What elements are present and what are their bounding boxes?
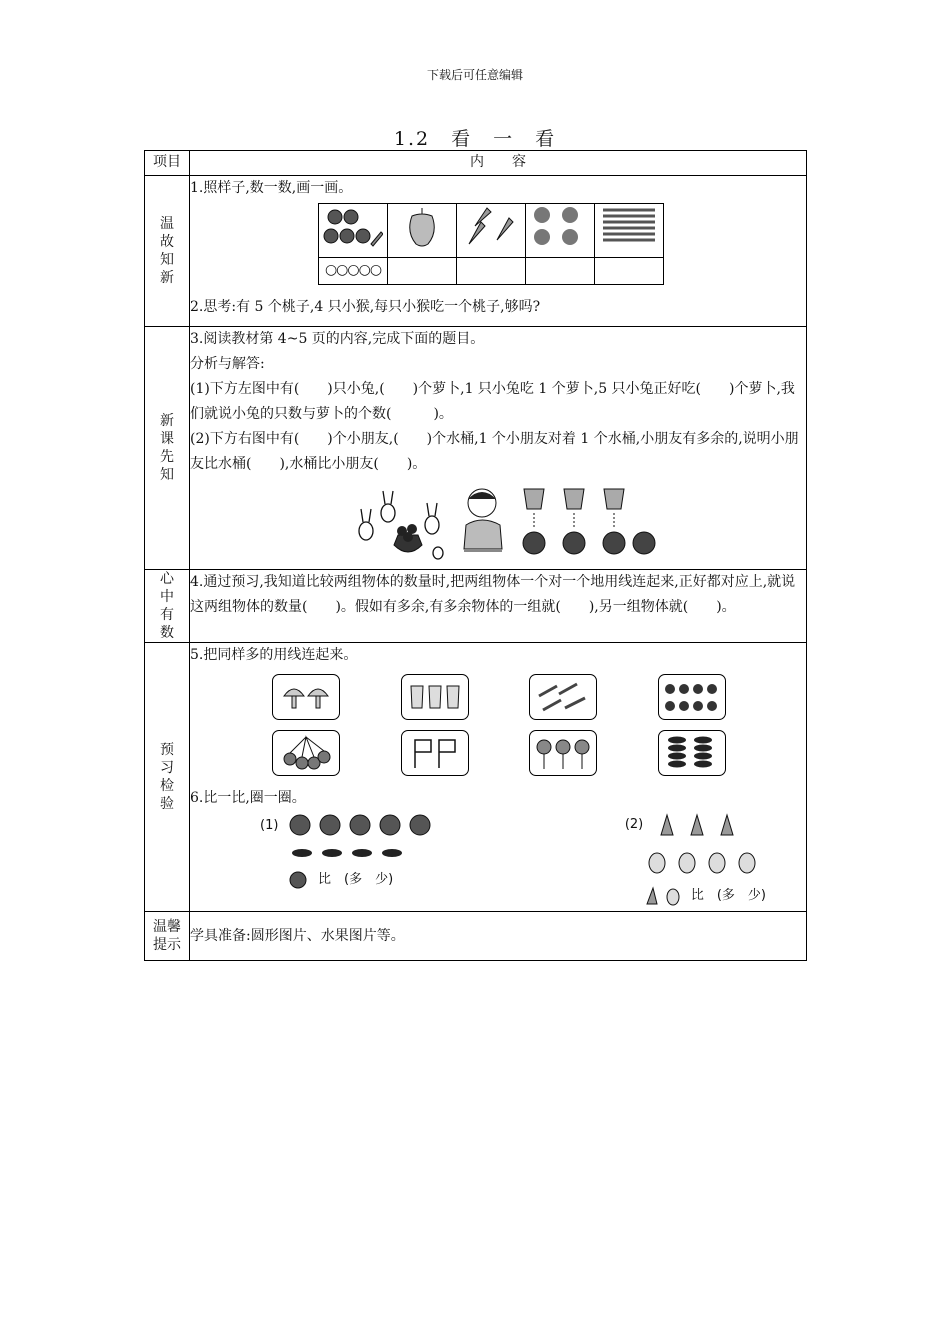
compare-1-number: (1) bbox=[260, 817, 279, 833]
rabbits-carrots-icon bbox=[354, 485, 450, 561]
tomato-icon bbox=[323, 204, 383, 248]
tomato-cell bbox=[319, 204, 388, 258]
cherry-icon bbox=[280, 735, 332, 771]
sample-circles: ○○○○○ bbox=[319, 258, 388, 285]
row-preview bbox=[145, 327, 807, 570]
pepper-icon bbox=[402, 204, 442, 248]
carrot-cell bbox=[457, 204, 526, 258]
compare-area bbox=[190, 811, 806, 908]
row-check bbox=[145, 643, 807, 912]
row-review bbox=[145, 176, 807, 327]
cup-card[interactable] bbox=[401, 674, 469, 720]
rabbit-icon bbox=[662, 680, 722, 714]
col-header-content: 内 容 bbox=[190, 151, 807, 176]
squirrel-icon bbox=[288, 811, 438, 839]
draw-cell[interactable] bbox=[457, 258, 526, 285]
analysis-label: 分析与解答: bbox=[190, 356, 265, 372]
squirrel-small-icon bbox=[288, 870, 308, 890]
label-review: 温 故 知 新 bbox=[145, 176, 190, 327]
label-tips: 温馨 提示 bbox=[145, 912, 190, 961]
count-grid bbox=[318, 203, 664, 285]
fish-icon bbox=[663, 734, 721, 772]
match-row-top bbox=[272, 674, 726, 720]
tips-text: 学具准备:圆形图片、水果图片等。 bbox=[190, 927, 405, 944]
pencil-cell bbox=[595, 204, 664, 258]
flags-card[interactable] bbox=[401, 730, 469, 776]
fish-card[interactable] bbox=[658, 730, 726, 776]
question-5: 5.把同样多的用线连起来。 bbox=[190, 647, 358, 663]
cup-icon bbox=[407, 682, 463, 712]
compare-1 bbox=[260, 811, 438, 908]
compare-2-text[interactable]: 比 (多 少) bbox=[690, 888, 766, 903]
question-1: 1.照样子,数一数,画一画。 bbox=[190, 180, 353, 196]
content-mind bbox=[190, 570, 807, 643]
carrot-rabbit-small-icon bbox=[645, 886, 681, 906]
label-preview: 新 课 先 知 bbox=[145, 327, 190, 570]
mushroom-icon bbox=[280, 682, 332, 712]
page-title: 1.2 看 一 看 bbox=[393, 128, 557, 150]
header-note: 下载后可任意编辑 bbox=[426, 68, 523, 82]
col-header-item: 项目 bbox=[145, 151, 190, 176]
row-tips bbox=[145, 912, 807, 961]
fish-row-icon bbox=[288, 845, 408, 861]
label-mind: 心 中 有 数 bbox=[145, 570, 190, 643]
compare-2-number: (2) bbox=[624, 816, 644, 832]
content-review bbox=[190, 176, 807, 327]
mushroom-card[interactable] bbox=[272, 674, 340, 720]
rabbit-row-icon bbox=[645, 843, 765, 877]
sunflower-icon bbox=[534, 735, 592, 771]
pencils-card[interactable] bbox=[529, 674, 597, 720]
draw-cell[interactable] bbox=[526, 258, 595, 285]
carrot-icon bbox=[461, 204, 521, 248]
question-6: 6.比一比,圈一圈。 bbox=[190, 790, 306, 806]
sunflower-card[interactable] bbox=[529, 730, 597, 776]
draw-cell[interactable] bbox=[595, 258, 664, 285]
draw-cell[interactable] bbox=[388, 258, 457, 285]
rabbits-card[interactable] bbox=[658, 674, 726, 720]
carrot-row-icon bbox=[653, 811, 753, 837]
content-tips bbox=[190, 912, 807, 961]
question-3: 3.阅读教材第 4~5 页的内容,完成下面的题目。 bbox=[190, 331, 485, 347]
question-3-part-2: (2)下方右图中有( )个小朋友,( )个水桶,1 个小朋友对着 1 个水桶,小朋友有多余的,说明小朋友比水桶( ),水桶比小朋友( )。 bbox=[190, 431, 799, 472]
buckets-children-icon bbox=[516, 485, 656, 561]
pencil-icon bbox=[599, 204, 659, 248]
match-row-bottom bbox=[272, 730, 726, 776]
lesson-table bbox=[144, 150, 807, 961]
compare-1-text[interactable]: 比 (多 少) bbox=[318, 872, 394, 887]
child-icon bbox=[456, 485, 510, 561]
pepper-cell bbox=[388, 204, 457, 258]
illustration bbox=[354, 485, 806, 561]
row-mind bbox=[145, 570, 807, 643]
compare-2 bbox=[625, 811, 766, 908]
cherry-card[interactable] bbox=[272, 730, 340, 776]
table-header-row bbox=[145, 151, 807, 176]
question-2: 2.思考:有 5 个桃子,4 只小猴,每只小猴吃一个桃子,够吗? bbox=[190, 299, 541, 315]
question-4: 4.通过预习,我知道比较两组物体的数量时,把两组物体一个对一个地用线连起来,正好都对应上,就说这两组物体的数量( )。假如有多余,有多余物体的一组就( ),另一组物体就( )。 bbox=[190, 574, 796, 615]
label-check: 预 习 检 验 bbox=[145, 643, 190, 912]
content-check bbox=[190, 643, 807, 912]
question-3-part-1: (1)下方左图中有( )只小兔,( )个萝卜,1 只小兔吃 1 个萝卜,5 只小兔正好吃( )个萝卜,我们就说小兔的只数与萝卜的个数( )。 bbox=[190, 381, 795, 422]
pencils-icon bbox=[535, 682, 591, 712]
flower-cell bbox=[526, 204, 595, 258]
flower-icon bbox=[530, 204, 590, 248]
flag-icon bbox=[409, 736, 461, 770]
content-preview bbox=[190, 327, 807, 570]
